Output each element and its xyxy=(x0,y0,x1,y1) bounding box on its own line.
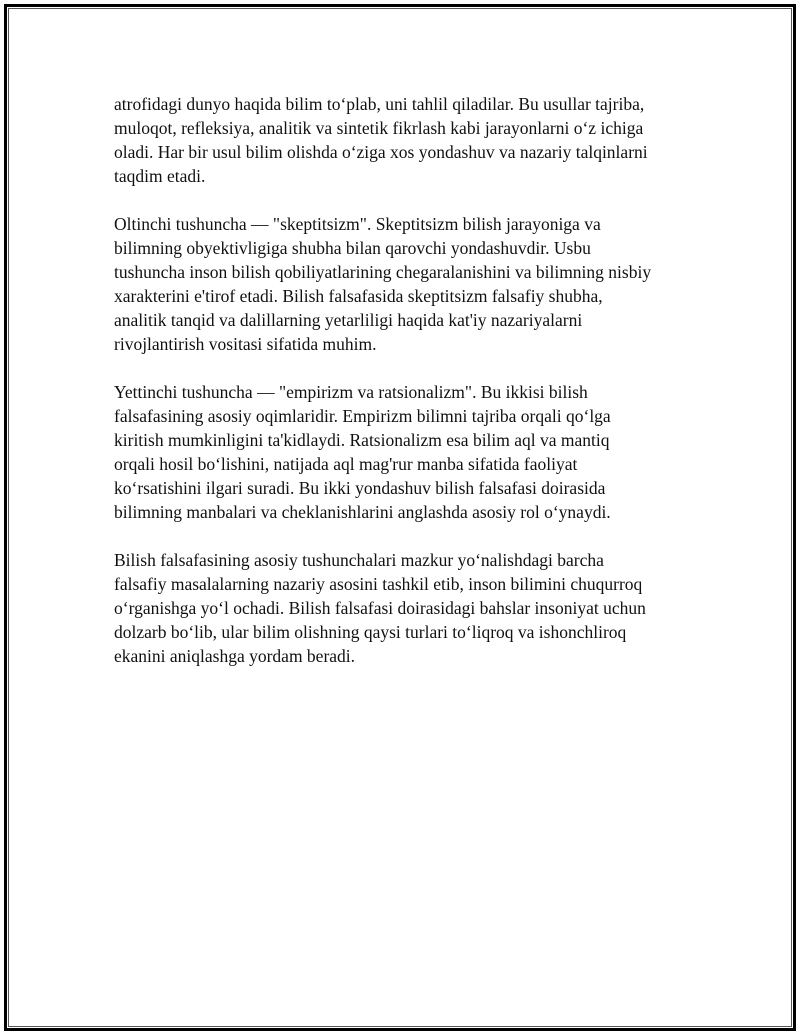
text-line: xarakterini e'tirof etadi. Bilish falsafasida skeptitsizm falsafiy shubha, xyxy=(114,286,603,306)
text-line: bilimning obyektivligiga shubha bilan qarovchi yondashuvdir. Usbu xyxy=(114,238,591,258)
text-line: ekanini aniqlashga yordam beradi. xyxy=(114,646,356,666)
text-line: falsafasining asosiy oqimlaridir. Empirizm bilimni tajriba orqali qo‘lga xyxy=(114,406,611,426)
text-line: rivojlantirish vositasi sifatida muhim. xyxy=(114,334,377,354)
paragraph-methods xyxy=(114,92,694,188)
text-line: kiritish mumkinligini ta'kidlaydi. Ratsionalizm esa bilim aql va mantiq xyxy=(114,430,610,450)
paragraph-skepticism xyxy=(114,212,694,356)
text-line: tushuncha inson bilish qobiliyatlarining chegaralanishini va bilimning nisbiy xyxy=(114,262,652,282)
text-line: analitik tanqid va dalillarning yetarliligi haqida kat'iy nazariyalarni xyxy=(114,310,583,330)
text-line: bilimning manbalari va cheklanishlarini anglashda asosiy rol o‘ynaydi. xyxy=(114,502,611,522)
text-line: o‘rganishga yo‘l ochadi. Bilish falsafasi doirasidagi bahslar insoniyat uchun xyxy=(114,598,646,618)
document-body xyxy=(114,92,694,692)
text-line: muloqot, refleksiya, analitik va sintetik fikrlash kabi jarayonlarni o‘z ichiga xyxy=(114,118,644,138)
text-line: orqali hosil bo‘lishini, natijada aql mag'rur manba sifatida faoliyat xyxy=(114,454,578,474)
text-line: ko‘rsatishini ilgari suradi. Bu ikki yondashuv bilish falsafasi doirasida xyxy=(114,478,606,498)
text-line: falsafiy masalalarning nazariy asosini tashkil etib, inson bilimini chuqurroq xyxy=(114,574,643,594)
text-line: oladi. Har bir usul bilim olishda o‘ziga xos yondashuv va nazariy talqinlarni xyxy=(114,142,648,162)
text-line: Bilish falsafasining asosiy tushunchalari mazkur yo‘nalishdagi barcha xyxy=(114,550,604,570)
text-line: Yettinchi tushuncha — "empirizm va ratsionalizm". Bu ikkisi bilish xyxy=(114,382,588,402)
text-line: Oltinchi tushuncha — "skeptitsizm". Skeptitsizm bilish jarayoniga va xyxy=(114,214,601,234)
text-line: taqdim etadi. xyxy=(114,166,206,186)
text-line: atrofidagi dunyo haqida bilim to‘plab, uni tahlil qiladilar. Bu usullar tajriba, xyxy=(114,94,645,114)
paragraph-empiricism-rationalism xyxy=(114,380,694,524)
paragraph-conclusion xyxy=(114,548,694,668)
text-line: dolzarb bo‘lib, ular bilim olishning qaysi turlari to‘liqroq va ishonchliroq xyxy=(114,622,627,642)
